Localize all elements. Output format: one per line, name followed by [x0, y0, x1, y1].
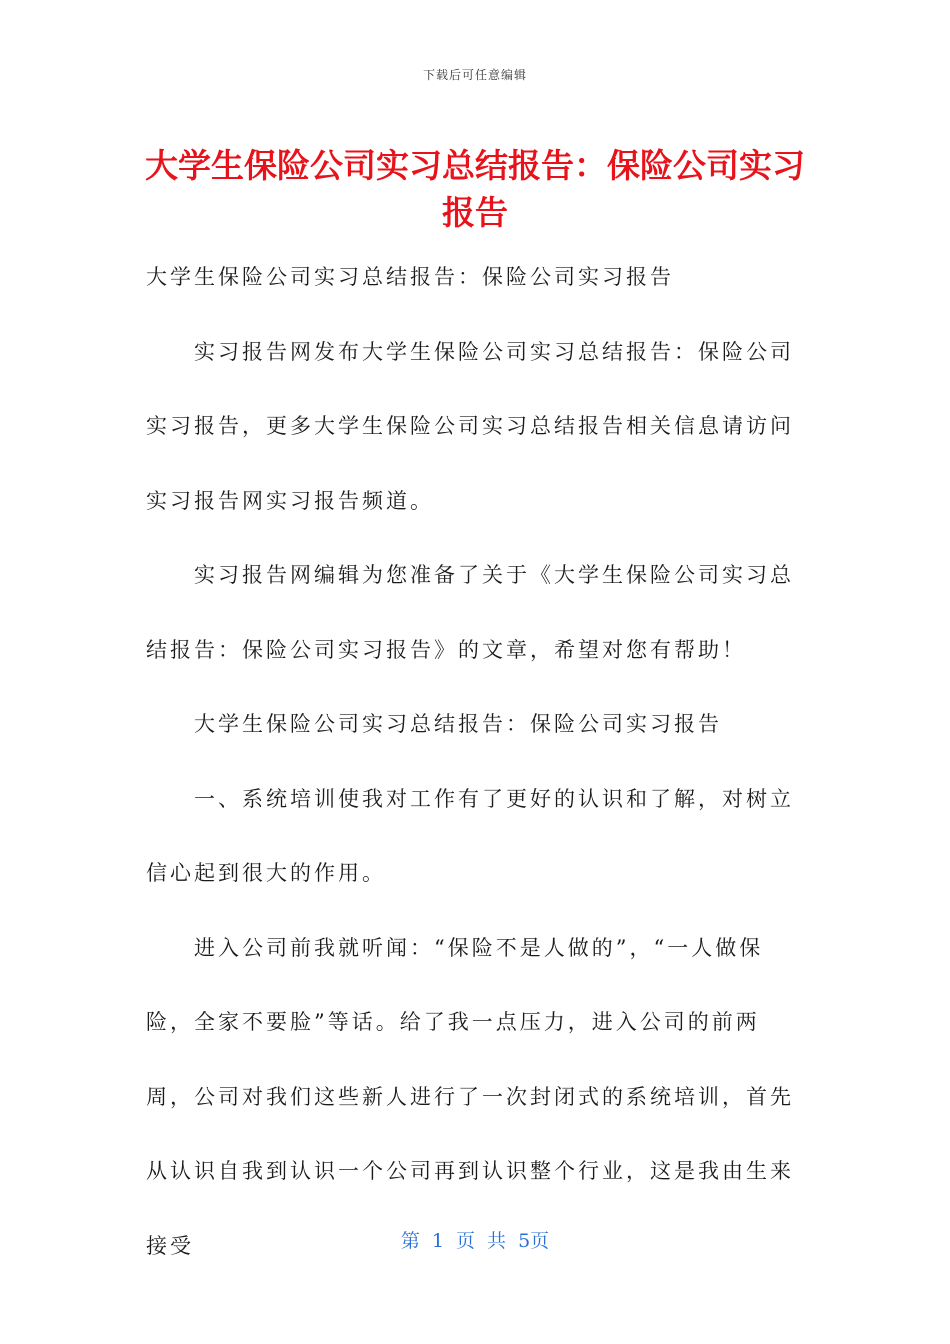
paragraph: 实习报告网编辑为您准备了关于《大学生保险公司实习总结报告：保险公司实习报告》的文章，希望对您有帮助！	[146, 563, 794, 662]
document-title: 大学生保险公司实习总结报告：保险公司实习报告	[145, 146, 805, 232]
page-header-note: 下载后可任意编辑	[422, 68, 527, 82]
document-body	[146, 240, 806, 1283]
paragraph: 进入公司前我就听闻：“保险不是人做的”，“一人做保险，全家不要脸”等话。给了我一点压力，进入公司的前两周，公司对我们这些新人进行了一次封闭式的系统培训，首先从认识自我到认识一个公司再到认识整个行业，这是我由生来接受	[146, 935, 794, 1258]
page-number-footer: 第 1 页 共 5页	[400, 1230, 550, 1252]
paragraph: 一、系统培训使我对工作有了更好的认识和了解，对树立信心起到很大的作用。	[146, 786, 794, 885]
paragraph: 大学生保险公司实习总结报告：保险公司实习报告	[194, 712, 722, 736]
paragraph: 实习报告网发布大学生保险公司实习总结报告：保险公司实习报告，更多大学生保险公司实习总结报告相关信息请访问实习报告网实习报告频道。	[146, 339, 794, 513]
paragraph-subtitle: 大学生保险公司实习总结报告：保险公司实习报告	[146, 265, 674, 289]
